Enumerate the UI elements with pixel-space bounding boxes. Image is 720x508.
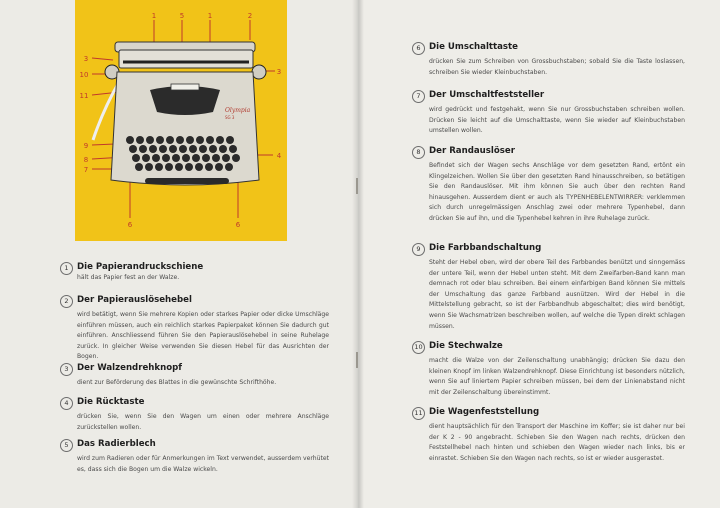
- callout-num: 6: [127, 221, 133, 229]
- key: [156, 136, 164, 144]
- callout-num: 5: [179, 12, 185, 20]
- callout-num: 11: [79, 92, 89, 100]
- brand-logo: Olympia: [225, 107, 251, 114]
- key: [192, 154, 200, 162]
- item-text: drücken Sie, wenn Sie den Wagen um einen oder mehrere Anschläge zurückstellen wollen.: [77, 413, 329, 431]
- key: [162, 154, 170, 162]
- ribbon-guide: [171, 84, 199, 90]
- key: [179, 145, 187, 153]
- key: [166, 136, 174, 144]
- key: [209, 145, 217, 153]
- space-bar: [145, 178, 229, 184]
- callout-num: 2: [247, 12, 253, 20]
- item-number: 2: [60, 295, 73, 308]
- callout-num: 7: [83, 166, 89, 174]
- key: [165, 163, 173, 171]
- platen-knob-right: [252, 65, 266, 79]
- key: [196, 136, 204, 144]
- key: [176, 136, 184, 144]
- page-gutter: [352, 0, 364, 508]
- item-title: Das Radierblech: [77, 439, 156, 449]
- staple-bottom: [356, 352, 358, 368]
- key: [229, 145, 237, 153]
- key: [226, 136, 234, 144]
- key: [202, 154, 210, 162]
- callout-num: 6: [235, 221, 241, 229]
- item-number: 3: [60, 363, 73, 376]
- item-text: Befindet sich der Wagen sechs Anschläge vor dem gesetzten Rand, ertönt ein Klingelzeichen. Wollen Sie über den gesetzten Rand hinausschreiben, so betätigen Sie den Randauslöser. Mit ihm können Sie auch über den rechten Rand hinausgehen. Ausserdem dient er auch als TYPENHEBELENTWIRRER: verklemmen sich durch unregelmässigen Anschlag zwei oder mehrere Typenhebel, dann drücken Sie auf ihn, und die Typenhebel kehren in ihre Ruhelage zurück.: [429, 162, 685, 222]
- item-number: 11: [412, 407, 425, 420]
- item-title: Die Papierandruckschiene: [77, 262, 204, 272]
- key: [232, 154, 240, 162]
- key: [225, 163, 233, 171]
- item-number: 8: [412, 146, 425, 159]
- model-label: SG 3: [225, 115, 235, 120]
- callout-num: 9: [83, 142, 89, 150]
- item-title: Die Wagenfeststellung: [429, 407, 540, 417]
- typewriter-illustration: [75, 0, 287, 241]
- key: [206, 136, 214, 144]
- item-number: 4: [60, 397, 73, 410]
- callout-num: 3: [83, 55, 89, 63]
- item-number: 6: [412, 42, 425, 55]
- key: [155, 163, 163, 171]
- key: [146, 136, 154, 144]
- callout-num: 3: [276, 68, 282, 76]
- item-title: Die Farbbandschaltung: [429, 243, 542, 253]
- key: [216, 136, 224, 144]
- item-text: drücken Sie zum Schreiben von Grossbuchstaben; sobald Sie die Taste loslassen, schreiben Sie wieder Kleinbuchstaben.: [429, 58, 685, 76]
- key: [129, 145, 137, 153]
- key: [182, 154, 190, 162]
- key: [212, 154, 220, 162]
- item-text: hält das Papier fest an der Walze.: [77, 274, 180, 281]
- key: [185, 163, 193, 171]
- item-title: Der Randauslöser: [429, 146, 515, 156]
- key: [199, 145, 207, 153]
- item-number: 1: [60, 262, 73, 275]
- item-title: Die Stechwalze: [429, 341, 503, 351]
- item-number: 10: [412, 341, 425, 354]
- key: [152, 154, 160, 162]
- callout-num: 4: [276, 152, 282, 160]
- key: [215, 163, 223, 171]
- key: [135, 163, 143, 171]
- item-title: Der Umschaltfeststeller: [429, 90, 545, 100]
- key: [136, 136, 144, 144]
- key: [172, 154, 180, 162]
- key: [149, 145, 157, 153]
- item-number: 7: [412, 90, 425, 103]
- callout-num: 1: [151, 12, 157, 20]
- key: [219, 145, 227, 153]
- item-text: wird zum Radieren oder für Anmerkungen im Text verwendet, ausserdem verhütet es, dass sich die Bogen um die Walze wickeln.: [77, 455, 329, 473]
- item-title: Die Umschalttaste: [429, 42, 518, 52]
- key: [186, 136, 194, 144]
- callout-num: 10: [79, 71, 89, 79]
- item-text: dient hauptsächlich für den Transport der Maschine im Koffer; sie ist daher nur bei der K 2 - 90 angebracht. Schieben Sie den Wagen nach rechts, drücken den Feststellhebel nach hinten und schieben den Wagen wieder nach links, bis er einrastet. Schieben Sie den Wagen nach rechts, so ist er wieder ausgerastet.: [429, 423, 685, 462]
- staple-top: [356, 178, 358, 194]
- item-number: 5: [60, 439, 73, 452]
- item-text: dient zur Beförderung des Blattes in die gewünschte Schrifthöhe.: [77, 379, 277, 386]
- item-title: Die Rücktaste: [77, 397, 145, 407]
- item-text: macht die Walze von der Zeilenschaltung unabhängig; drücken Sie dazu den kleinen Knopf im linken Walzendrehknopf. Diese Einrichtung ist besonders nützlich, wenn Sie auf liniertem Papier schreiben müssen, bei dem der Linienabstand nicht mit der Zeilenschaltung übereinstimmt.: [429, 357, 685, 396]
- item-text: wird betätigt, wenn Sie mehrere Kopien oder starkes Papier oder dicke Umschläge einführen müssen, auch ein reichlich starkes Papierpaket können Sie dadurch gut einführen. Anschliessend führen Sie den Papierauslösehebel in seine Ruhelage zurück. In gleicher Weise verwenden Sie diesen Hebel für das Ausrichten der Bogen.: [77, 311, 329, 361]
- key: [142, 154, 150, 162]
- typewriter-drawing: [75, 0, 287, 241]
- key: [222, 154, 230, 162]
- item-number: 9: [412, 243, 425, 256]
- item-title: Der Papierauslösehebel: [77, 295, 192, 305]
- callout-num: 1: [207, 12, 213, 20]
- key: [159, 145, 167, 153]
- key: [169, 145, 177, 153]
- key: [205, 163, 213, 171]
- key: [132, 154, 140, 162]
- key: [126, 136, 134, 144]
- callout-num: 8: [83, 156, 89, 164]
- key: [189, 145, 197, 153]
- key: [145, 163, 153, 171]
- paper-table: [119, 50, 253, 68]
- key: [195, 163, 203, 171]
- key: [139, 145, 147, 153]
- item-text: wird gedrückt und festgehakt, wenn Sie nur Grossbuchstaben schreiben wollen. Drücken Sie leicht auf die Umschalttaste, wenn Sie wieder auf Kleinbuchstaben umstellen wollen.: [429, 106, 685, 135]
- item-text: Steht der Hebel oben, wird der obere Teil des Farbbandes benützt und sinngemäss der untere Teil, wenn der Hebel unten steht. Mit dem Zweifarben-Band kann man demnach rot oder blau schreiben. Bei einem einfarbigen Band können Sie mittels der Umschaltung das ganze Farbband ausnützen. Wird der Hebel in die Mittelstellung gebracht, so ist der Farbbandhub abgeschaltet; dies wird benötigt, wenn Sie Wachsmatrizen beschreiben wollen, auf welche die Typen direkt schlagen müssen.: [429, 259, 685, 330]
- item-title: Der Walzendrehknopf: [77, 363, 183, 373]
- key: [175, 163, 183, 171]
